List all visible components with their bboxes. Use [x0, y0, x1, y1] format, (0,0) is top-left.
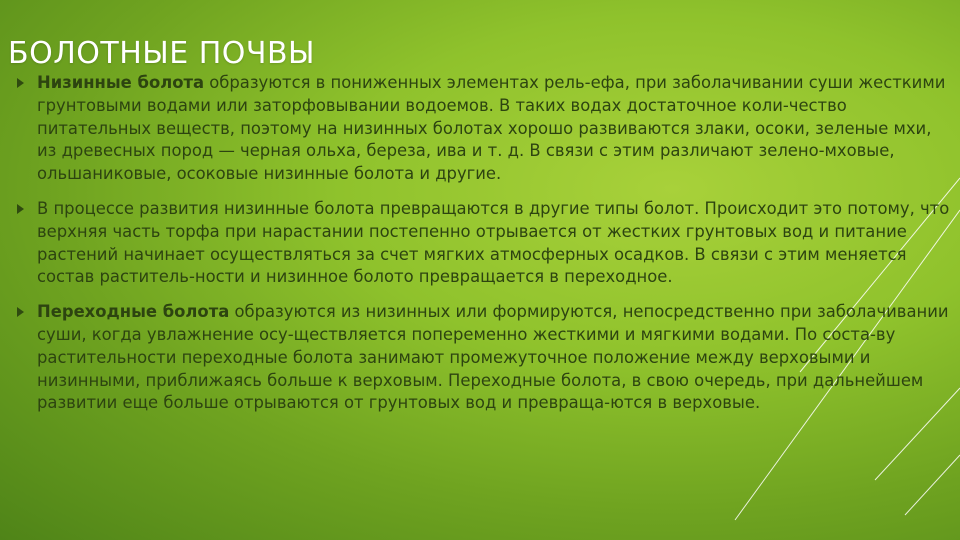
bullet-text [37, 301, 950, 415]
bullet-text [37, 72, 950, 186]
triangle-right-icon [17, 78, 24, 88]
bullet-body: образуются из низинных или формируются, непосредственно при заболачивании суши, когда увлажнение осу-ществляется попеременно жесткими и мягкими водами. По соста-ву растительности переходные болота занимают промежуточное положение между верховыми и низинными, приближаясь больше к верховым. Переходные болота, в свою очередь, при дальнейшем развитии еще больше отрываются от грунтовых вод и превраща-ются в верховые. [37, 302, 949, 413]
bullet-term: Переходные болота [37, 302, 230, 322]
bullet-text [37, 198, 950, 289]
bullet-body: образуются в пониженных элементах рель-ефа, при заболачивании суши жесткими грунтовыми водами или заторфовывании водоемов. В таких водах достаточное коли-чество питательных веществ, поэтому на низинных болотах хорошо развиваются злаки, осоки, зеленые мхи, из древесных пород — черная ольха, береза, ива и т. д. В связи с этим различают зелено-мховые, ольшаниковые, осоковые низинные болота и другие. [37, 73, 946, 184]
bullet-item [10, 72, 950, 186]
slide-title: БОЛОТНЫЕ ПОЧВЫ [8, 36, 315, 72]
triangle-right-icon [17, 204, 24, 214]
bullet-body: В процессе развития низинные болота превращаются в другие типы болот. Происходит это потому, что верхняя часть торфа при нарастании постепенно отрывается от жестких грунтовых вод и питание растений начинает осуществляться за счет мягких атмосферных осадков. В связи с этим меняется состав раститель-ности и низинное болото превращается в переходное. [37, 198, 950, 287]
triangle-right-icon [17, 307, 24, 317]
bullet-item [10, 198, 950, 289]
bullet-term: Низинные болота [37, 73, 205, 92]
bullet-list [10, 72, 950, 427]
bullet-item [10, 301, 950, 415]
